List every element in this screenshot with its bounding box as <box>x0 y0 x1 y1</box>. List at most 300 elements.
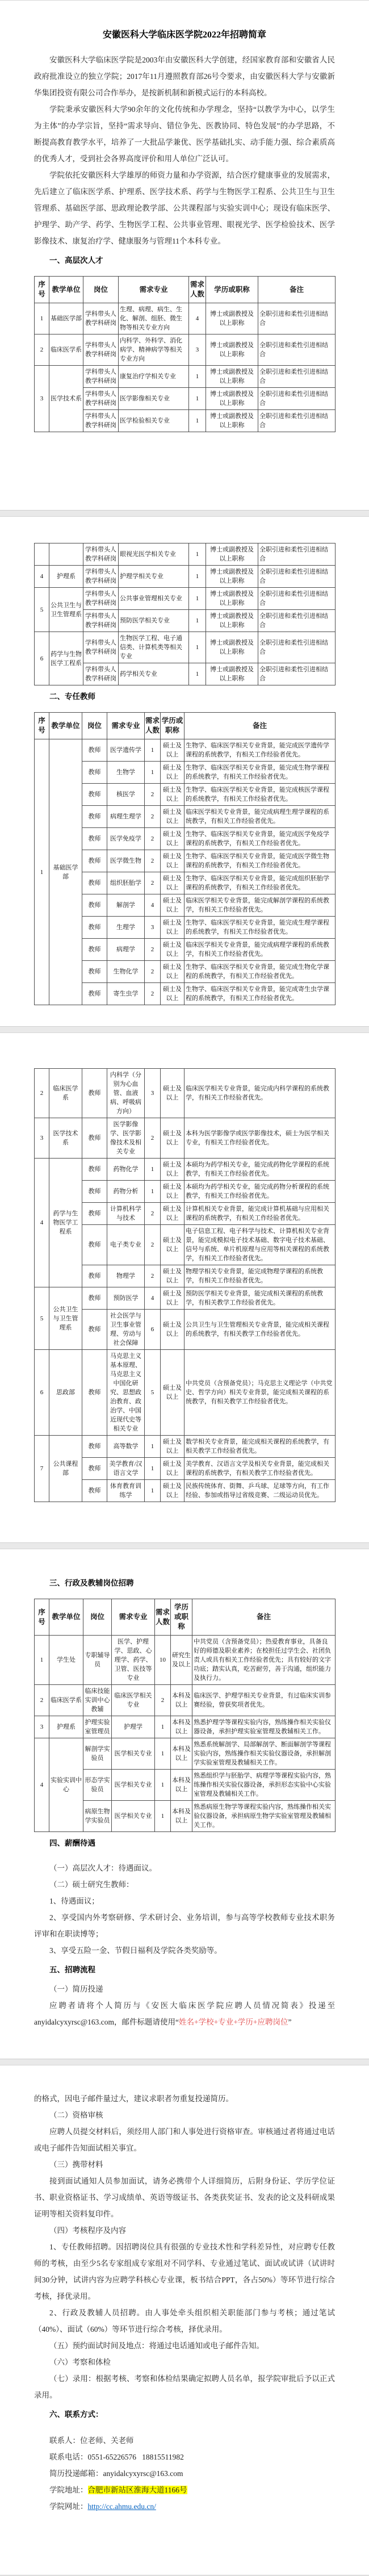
cell: 学科带头人教学科研岗 <box>83 366 119 388</box>
cell: 教师 <box>82 1265 107 1287</box>
cell: 教师 <box>82 1118 107 1159</box>
spacer <box>34 44 335 52</box>
intro-paragraph-1: 安徽医科大学临床医学院是2003年由安徽医科大学创建，经国家教育部和安徽省人民政府批准设立的独立学院；2017年11月遵照教育部26号令要求，由安徽医科大学与安徽新华集团投资有限公司合作举办，是按新机制和新模式运行的本科高校。 <box>34 56 335 97</box>
text-segment: ，邮件标题请使用“ <box>114 2018 179 2026</box>
table-row <box>35 1350 336 1436</box>
page-4 <box>0 1549 369 2059</box>
spacer <box>34 1594 335 1596</box>
cell: 内科学（分别为心血管、血液病、呼吸病方向） <box>107 1069 145 1118</box>
cell: 3 <box>35 1118 49 1159</box>
table-row <box>35 566 336 588</box>
cell: 物理学 <box>107 1265 145 1287</box>
cell: 教师 <box>82 1203 107 1225</box>
cell: 1 <box>189 632 206 663</box>
resume-email-paragraph <box>34 1997 335 2030</box>
cell: 1 <box>145 1436 161 1458</box>
cell: 数学相关专业背景，能完成相关课程的系统教学，有相关教学工作经验者优先。 <box>184 1436 336 1458</box>
spacer <box>34 2065 335 2090</box>
column-header: 教学单位 <box>49 1599 83 1636</box>
cell: 2 <box>145 1225 161 1265</box>
column-header: 备注 <box>184 713 336 739</box>
cell: 1 <box>189 366 206 388</box>
cell: 美学教育、汉语言文学及相关专业背景，能完成相关课程的系统教学，有相关教学工作经验者优先。 <box>184 1458 336 1480</box>
cell: 本科及以上 <box>171 1716 192 1738</box>
section-heading-admin-positions: 三、行政及教辅岗位招聘 <box>49 1579 134 1587</box>
contact-website-line <box>34 2498 335 2515</box>
table-row <box>35 1159 336 1181</box>
cell: 6 <box>35 1350 49 1436</box>
cell: 教师 <box>82 1458 107 1480</box>
cell: 4 <box>35 1738 49 1832</box>
cell <box>49 543 83 566</box>
cell: 马克思主义基本原理、马克思主义中国化研究、思想政治教育、政治学、中国近现代史等相关专业 <box>107 1350 145 1436</box>
cell: 临床医学相关专业 <box>112 1685 155 1716</box>
cell: 公共课程部 <box>49 1436 82 1502</box>
cell: 临床医学相关专业背景，能完成解剖学课程的系统教学，有相关工作经验者优先。 <box>184 894 336 917</box>
cell: 硕士及以上 <box>161 1458 184 1480</box>
cell: 医学免疫学 <box>107 828 145 850</box>
contact-phone-line: 联系电话：0551-65226576 18815511982 <box>49 2453 184 2461</box>
cell: 2 <box>145 828 161 850</box>
cell: 教师 <box>82 983 107 1005</box>
cell: 硕士及以上 <box>161 1287 184 1310</box>
text-segment: 应聘者请将个人简历与《安医大临床医学院应聘人员情况简表》投递至 <box>49 2001 335 2010</box>
cell: 病理生理学 <box>107 806 145 828</box>
cell: 博士或副教授及以上职称 <box>206 543 258 566</box>
cell: 硕士及以上 <box>161 983 184 1005</box>
cell: 形态学实验员 <box>83 1770 112 1801</box>
cell: 病理学 <box>107 939 145 961</box>
cell: 本硕均为药学相关专业，能完成药物化学课程的系统教学，有相关工作经验者优先。 <box>184 1159 336 1181</box>
column-header: 学历或职称 <box>171 1599 192 1636</box>
paragraph: （二）资格审核 <box>49 2111 103 2119</box>
cell: 寄生虫学 <box>107 983 145 1005</box>
cell: 教师 <box>82 894 107 917</box>
spacer <box>34 1033 335 1066</box>
cell: 博士或副教授及以上职称 <box>206 610 258 632</box>
cell: 临床医学系 <box>49 1685 83 1716</box>
spacer <box>34 1 335 27</box>
cell: 4 <box>145 894 161 917</box>
cell: 3 <box>145 1069 161 1118</box>
cell: 1 <box>155 1801 171 1832</box>
cell: 硕士及以上 <box>161 939 184 961</box>
cell: 4 <box>35 1159 49 1287</box>
cell: 临床医学系 <box>49 334 83 366</box>
cell: 生物学、临床医学相关专业背景，能完成生理学课程的系统教学，有相关工作经验者优先。 <box>184 917 336 939</box>
cell: 5 <box>35 1287 49 1350</box>
cell: 教师 <box>82 1159 107 1181</box>
cell: 医学遗传学 <box>107 739 145 762</box>
column-header: 序号 <box>35 713 49 739</box>
cell: 1 <box>155 1738 171 1770</box>
paragraph: （五）预约面试时间及地点：将通过电话通知或电子邮件告知。 <box>49 2341 264 2350</box>
cell: 高等数学 <box>107 1436 145 1458</box>
table-high-level-talents-continued <box>34 543 336 685</box>
cell: 实验实训中心 <box>49 1738 83 1832</box>
cell: 解剖学 <box>107 894 145 917</box>
cell: 医学相关专业 <box>112 1738 155 1770</box>
cell: 博士或副教授及以上职称 <box>206 366 258 388</box>
cell: 1 <box>145 1480 161 1502</box>
cell: 解剖学实验员 <box>83 1738 112 1770</box>
column-header: 学历或职称 <box>206 277 258 303</box>
cell: 公共卫生与卫生管理相关专业背景，能完成相关课程的系统教学，有相关教学工作经验者优先。 <box>184 1310 336 1350</box>
cell: 全职引进和柔性引进相结合 <box>258 663 336 685</box>
cell: 思政部 <box>49 1350 82 1436</box>
cell: 生理学 <box>107 917 145 939</box>
cell: 10 <box>155 1636 171 1685</box>
table-admin-positions <box>34 1599 336 1832</box>
cell: 本科为医学影像学或医学影像技术，硕士为医学相关专业，有相关工作经验者优先。 <box>184 1118 336 1159</box>
table-full-time-teachers <box>34 712 336 1005</box>
website-link[interactable]: http://cc.ahmu.edu.cn/ <box>87 2502 156 2511</box>
cell: 教师 <box>82 850 107 872</box>
cell: 全职引进和柔性引进相结合 <box>258 543 336 566</box>
cell: 公共事业管理相关专业 <box>119 588 189 610</box>
cell: 2 <box>145 872 161 894</box>
cell: 中共党员（含预备党员）；马克思主义理论学（中共党史、哲学方向）相关专业背景，能完成相关课程的系统教学，有相关教学工作经验者优先。 <box>184 1350 336 1436</box>
doc-title: 安徽医科大学临床医学院2022年招聘简章 <box>102 30 266 40</box>
cell: 生理、病理、病生、生化、解剖、组胚、微生物等相关专业方向 <box>119 303 189 334</box>
cell: 护理实验室管理员 <box>83 1716 112 1738</box>
table-row <box>35 1685 336 1716</box>
paragraph: 1、待遇面议； <box>49 1897 99 1905</box>
cell: 2 <box>145 1203 161 1225</box>
cell: 医学技术系 <box>49 366 83 432</box>
cell: 临床技能实训中心教辅 <box>83 1685 112 1716</box>
cell: 医学相关专业 <box>112 1770 155 1801</box>
cell: 1 <box>189 543 206 566</box>
cell: 护理学 <box>112 1716 155 1738</box>
cell: 教师 <box>82 939 107 961</box>
cell: 计算机相关专业背景，能完成计算机基础与应用相关课程的系统教学，有相关工作经验者优先。 <box>184 1203 336 1225</box>
cell: 本科及以上 <box>171 1685 192 1716</box>
cell: 教师 <box>82 917 107 939</box>
cell: 本硕均为药学相关专业，能完成药物分析课程的系统教学，有相关工作经验者优先。 <box>184 1181 336 1203</box>
cell: 熟悉病原生物学等课程实验内容，熟练操作相关实验仪器设备，承担病原生物学实验室管理及教辅相关工作。 <box>192 1801 336 1832</box>
cell: 2 <box>155 1685 171 1716</box>
cell: 1 <box>35 1636 49 1685</box>
cell: 硕士及以上 <box>161 1310 184 1350</box>
college-address-highlighted: 合肥市新站区淮海大道1166号 <box>87 2486 187 2494</box>
page-1 <box>0 0 369 511</box>
cell: 全职引进和柔性引进相结合 <box>258 588 336 610</box>
cell: 3 <box>35 366 49 432</box>
cell: 学科带头人教学科研岗 <box>83 303 119 334</box>
cell: 公共卫生与卫生管理系 <box>49 1287 82 1350</box>
table-high-level-talents <box>34 276 336 432</box>
cell: 教师 <box>82 1181 107 1203</box>
cell: 教师 <box>82 739 107 762</box>
cell: 硕士及以上 <box>161 1118 184 1159</box>
table-row <box>35 303 336 334</box>
paragraph: （一）简历投递 <box>49 1985 103 1993</box>
cell: 药物分析 <box>107 1181 145 1203</box>
cell: 硕士及以上 <box>161 784 184 806</box>
cell: 教师 <box>82 1069 107 1118</box>
section-heading-contact: 六、联系方式： <box>49 2410 103 2419</box>
table-row <box>35 1069 336 1118</box>
table-row <box>35 366 336 388</box>
cell <box>35 543 49 566</box>
text-segment: ” <box>288 2018 292 2026</box>
table-row <box>35 1738 336 1770</box>
cell: 1 <box>145 1458 161 1480</box>
cell: 生物学、临床医学相关专业背景，能完成核医学课程的系统教学，有相关工作经验者优先。 <box>184 784 336 806</box>
cell: 教师 <box>82 1287 107 1310</box>
cell: 2 <box>145 961 161 983</box>
spacer <box>34 1854 335 1860</box>
table-header-row <box>35 713 336 739</box>
cell: 生物化学 <box>107 961 145 983</box>
cell: 硕士及以上 <box>161 872 184 894</box>
spacer <box>34 708 335 710</box>
cell: 内科学、外科学、消化病学、精神病学等相关专业方向 <box>119 334 189 366</box>
cell: 药学与生物医学工程系 <box>49 632 83 685</box>
table-row <box>35 739 336 762</box>
cell: 护理系 <box>49 1716 83 1738</box>
table-header-row <box>35 277 336 303</box>
contact-address-line <box>34 2482 335 2498</box>
cell: 生物学、临床医学相关专业背景，能完成组织胚胎学课程的系统教学，有相关工作经验者优先。 <box>184 872 336 894</box>
cell: 教师 <box>82 872 107 894</box>
section-heading-recruitment-process: 五、招聘流程 <box>49 1966 95 1974</box>
cell: 全职引进和柔性引进相结合 <box>258 632 336 663</box>
cell: 教师 <box>82 784 107 806</box>
paragraph: 2、享受国内外考察研修、学术研讨会、业务培训，参与高等学校教师专业技术职务评审和在职读博等； <box>34 1913 335 1938</box>
cell: 博士或副教授及以上职称 <box>206 334 258 366</box>
paragraph: （四）考核程序及内容 <box>49 2226 126 2235</box>
cell: 博士或副教授及以上职称 <box>206 663 258 685</box>
cell: 医学影像相关专业 <box>119 388 189 410</box>
section-heading-full-time-teachers: 二、专任教师 <box>49 692 95 701</box>
cell: 2 <box>145 983 161 1005</box>
page-2 <box>0 516 369 1027</box>
cell: 学科带头人教学科研岗 <box>83 663 119 685</box>
column-header: 学历或职称 <box>161 713 184 739</box>
cell: 研究生及以上 <box>171 1636 192 1685</box>
cell: 硕士及以上 <box>161 961 184 983</box>
cell: 教师 <box>82 1480 107 1502</box>
cell: 物理学相关专业背景，能完成物理学课程的系统教学，有相关工作经验者优先。 <box>184 1265 336 1287</box>
cell: 全职引进和柔性引进相结合 <box>258 334 336 366</box>
cell: 本科及以上 <box>171 1770 192 1801</box>
cell: 硕士及以上 <box>161 1181 184 1203</box>
cell: 医学微生物 <box>107 850 145 872</box>
table-row <box>35 1716 336 1738</box>
cell: 6 <box>35 632 49 685</box>
cell: 美学教育/汉语言文学 <box>107 1458 145 1480</box>
cell: 1 <box>145 762 161 784</box>
contact-email-address: anyidalcyxyrsc@163.com <box>103 2469 183 2478</box>
intro-paragraph-2: 学院秉承安徽医科大学90余年的文化传统和办学理念，坚持“以教学为中心，以学生为主体”的办学宗旨，坚持“需求导向、错位争先、医教协同、特色发展”的办学思路，不断提高教育教学水平，培养了一大批品学兼优、医学基础扎实、动手能力强、综合素质高的优秀人才，受到社会各界高度评价和用人单位广泛认可。 <box>34 105 335 163</box>
cell: 1 <box>35 739 49 1005</box>
paragraph: 接到面试通知人员参加面试，请务必携带个人详细简历，后附身份证、学历学位证书、职业资格证书、学习成绩单、英语等级证书、各类获奖证书、发表的论文及科研成果证明等相关资料复印件。 <box>34 2177 335 2218</box>
spacer <box>34 517 335 541</box>
cell: 1 <box>145 1159 161 1181</box>
cell: 教师 <box>82 762 107 784</box>
cell: 1 <box>189 566 206 588</box>
cell: 硕士及以上 <box>161 1159 184 1181</box>
cell: 教师 <box>82 961 107 983</box>
cell: 1 <box>189 663 206 685</box>
cell: 1 <box>189 610 206 632</box>
cell: 药学相关专业 <box>119 663 189 685</box>
cell: 教师 <box>82 1350 107 1436</box>
contact-email-line <box>34 2465 335 2482</box>
email-subject-format: 姓名+学校+专业+学历+应聘岗位 <box>179 2018 288 2026</box>
resume-email-address: anyidalcyxyrsc@163.com <box>34 2018 115 2026</box>
cell: 1 <box>145 739 161 762</box>
cell: 硕士及以上 <box>161 762 184 784</box>
cell: 硕士及以上 <box>161 739 184 762</box>
table-row <box>35 588 336 610</box>
column-header: 需求专业 <box>112 1599 155 1636</box>
cell: 生物学、临床医学相关专业背景，能完成医学遗传学课程的系统教学，有相关工作经验者优先。 <box>184 739 336 762</box>
cell: 1 <box>155 1770 171 1801</box>
cell: 病原生物学实验员 <box>83 1801 112 1832</box>
table-row <box>35 1287 336 1310</box>
spacer <box>34 2426 335 2432</box>
cell: 全职引进和柔性引进相结合 <box>258 303 336 334</box>
cell: 硕士及以上 <box>161 1265 184 1287</box>
column-header: 需求人数 <box>189 277 206 303</box>
paragraph: 应聘人员提交材料后，须经用人部门和人事处进行资格审查。审核通过者将通过电话或电子邮件告知面试相关事宜。 <box>34 2127 335 2152</box>
cell: 临床医学相关专业背景，能完成内科学课程的系统教学，有相关工作经验者优先。 <box>184 1069 336 1118</box>
cell: 本科及以上 <box>171 1801 192 1832</box>
cell: 生物学、临床医学相关专业背景，能完成医学免疫学课程的系统教学，有相关工作经验者优先。 <box>184 828 336 850</box>
cell: 全职引进和柔性引进相结合 <box>258 410 336 432</box>
cell: 3 <box>145 917 161 939</box>
cell: 全职引进和柔性引进相结合 <box>258 388 336 410</box>
cell: 康复治疗学相关专业 <box>119 366 189 388</box>
cell: 全职引进和柔性引进相结合 <box>258 566 336 588</box>
cell: 2 <box>145 1265 161 1287</box>
column-header: 岗位 <box>83 277 119 303</box>
cell: 生物学、临床医学相关专业背景，能完成生物化学课程的系统教学，有相关工作经验者优先。 <box>184 961 336 983</box>
column-header: 需求人数 <box>145 713 161 739</box>
cell: 1 <box>189 388 206 410</box>
cell: 2 <box>35 334 49 366</box>
cell: 硕士及以上 <box>161 1225 184 1265</box>
table-row <box>35 1118 336 1159</box>
cell: 公共卫生与卫生管理系 <box>49 588 83 632</box>
contact-person-line: 联系人：位老师、关老师 <box>49 2436 134 2445</box>
cell: 临床医学系 <box>49 1069 82 1118</box>
cell: 4 <box>35 566 49 588</box>
column-header: 岗位 <box>82 713 107 739</box>
cell: 4 <box>145 1287 161 1310</box>
cell: 学生处 <box>49 1636 83 1685</box>
text-segment: 简历投递邮箱： <box>49 2469 103 2478</box>
cell: 熟悉组织学与胚胎学、病理学等课程实验内容，熟练操作相关实验仪器设备，承担形态实验中心实验室管理及教辅相关工作。 <box>192 1770 336 1801</box>
cell: 预防医学相关专业 <box>119 610 189 632</box>
cell: 医学技术系 <box>49 1118 82 1159</box>
cell: 2 <box>35 1685 49 1716</box>
cell: 基础医学部 <box>49 739 82 1005</box>
column-header: 岗位 <box>83 1599 112 1636</box>
cell: 民族传统体育、街舞、乒乓球、足球等方向，有工作经验、参加或指导过省级竞赛、二级运动员优先。 <box>184 1480 336 1502</box>
paragraph: （二）硕士研究生教师： <box>49 1880 134 1889</box>
text-segment: 学院网址： <box>49 2502 88 2511</box>
page-3 <box>0 1032 369 1543</box>
spacer <box>34 271 335 274</box>
cell: 教师 <box>82 1225 107 1265</box>
cell: 学科带头人教学科研岗 <box>83 610 119 632</box>
cell: 3 <box>35 1716 49 1738</box>
cell: 中共党员（含预备党员）；热爱教育事业，具备良好的师德及职业素养；在校担任过学生会、社团负责人或具有相关工作经验者优先；具有较好的文字功底；踏实认真，吃苦耐劳，善于沟通，组织能力及执行力。 <box>192 1636 336 1685</box>
table-full-time-teachers-continued <box>34 1068 336 1502</box>
table-row <box>35 1636 336 1685</box>
cell: 临床医学相关专业背景，能完成病理学课程的系统教学，有相关工作经验者优先。 <box>184 939 336 961</box>
cell: 熟悉护理学等课程实验内容，熟练操作相关实验仪器设备，承担护理实验室管理及教辅相关工作。 <box>192 1716 336 1738</box>
cell: 学科带头人教学科研岗 <box>83 410 119 432</box>
cell: 硕士及以上 <box>161 806 184 828</box>
cell: 学科带头人教学科研岗 <box>83 388 119 410</box>
column-header: 需求专业 <box>107 713 145 739</box>
column-header: 教学单位 <box>49 713 82 739</box>
column-header: 序号 <box>35 277 49 303</box>
section-heading-high-level-talents: 一、高层次人才 <box>49 256 103 265</box>
paragraph: 2、行政及教辅人员招聘。由人事处牵头组织相关职能部门参与考核；通过笔试（40%）、面试（60%）等环节进行综合考核，择优录用。 <box>34 2309 335 2334</box>
cell: 博士或副教授及以上职称 <box>206 303 258 334</box>
cell: 博士或副教授及以上职称 <box>206 566 258 588</box>
cell: 1 <box>145 1181 161 1203</box>
cell: 5 <box>145 1350 161 1436</box>
cell: 教师 <box>82 1310 107 1350</box>
cell: 临床医学相关专业背景，能完成病理生理学课程的系统教学，有相关工作经验者优先。 <box>184 806 336 828</box>
cell: 硕士及以上 <box>161 1203 184 1225</box>
cell: 硕士及以上 <box>161 1436 184 1458</box>
cell: 核医学 <box>107 784 145 806</box>
cell: 医学、护理学、思政、心理学、药学、卫管、医技等专业 <box>112 1636 155 1685</box>
cell: 2 <box>145 939 161 961</box>
column-header: 序号 <box>35 1599 49 1636</box>
cell: 预防医学相关专业背景，能完成相关课程的系统教学，有相关教学工作经验者优先。 <box>184 1287 336 1310</box>
cell: 体育教育训练学 <box>107 1480 145 1502</box>
cell: 电子类专业 <box>107 1225 145 1265</box>
cell: 组织胚胎学 <box>107 872 145 894</box>
column-header: 教学单位 <box>49 277 83 303</box>
paragraph: （六）考察和体检 <box>49 2358 111 2366</box>
cell: 眼视光医学相关专业 <box>119 543 189 566</box>
cell: 临床医学、护理学相关专业背景，有过临床实训参赛经验，曾获奖项者优先。 <box>192 1685 336 1716</box>
cell: 全职引进和柔性引进相结合 <box>258 610 336 632</box>
cell: 药学与生物医学工程系 <box>49 1159 82 1287</box>
cell: 博士或副教授及以上职称 <box>206 410 258 432</box>
cell: 熟悉系统解剖学、局部解剖学、断面解剖学等课程实验内容，熟练操作相关实验仪器设备，承担解剖学实验室管理及教辅相关工作。 <box>192 1738 336 1770</box>
paragraph: （三）携带材料 <box>49 2160 103 2169</box>
cell: 学科带头人教学科研岗 <box>83 632 119 663</box>
cell: 护理系 <box>49 566 83 588</box>
cell: 2 <box>145 850 161 872</box>
cell: 学科带头人教学科研岗 <box>83 588 119 610</box>
cell: 生物医学工程、电子通信类、计算机类等相关专业 <box>119 632 189 663</box>
cell: 2 <box>145 1118 161 1159</box>
cell: 博士或副教授及以上职称 <box>206 632 258 663</box>
cell: 1 <box>189 588 206 610</box>
cell: 全职引进和柔性引进相结合 <box>258 366 336 388</box>
column-header: 备注 <box>258 277 336 303</box>
cell: 药物化学 <box>107 1159 145 1181</box>
column-header: 需求人数 <box>155 1599 171 1636</box>
table-header-row <box>35 1599 336 1636</box>
cell: 社会医学与卫生事业管理、劳动与社会保障 <box>107 1310 145 1350</box>
cell: 2 <box>145 806 161 828</box>
table-row <box>35 543 336 566</box>
cell: 1 <box>35 303 49 334</box>
